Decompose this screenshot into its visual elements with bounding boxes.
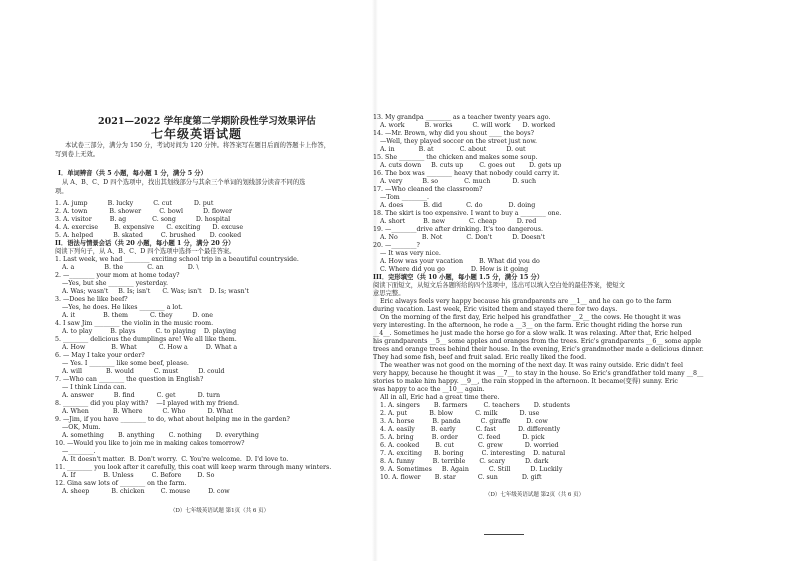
text-line: 18. The skirt is too expensive. I want to buy a ________ one. — [373, 210, 562, 217]
text-line: II．语法与情景会话（共 20 小题，每小题 1 分，满分 20 分） — [55, 240, 235, 247]
text-line: A. It doesn't matter. B. Don't worry. C. You're welcome. D. I'd love to. — [62, 456, 289, 463]
text-line: 7. —Who can ________ the question in English? — [55, 376, 204, 383]
text-line: I．单词辨音（共 5 小题，每小题 1 分，满分 5 分） — [58, 170, 207, 177]
text-line: 13. My grandpa ________ as a teacher twenty years ago. — [373, 114, 551, 121]
text-line: 5. ________ delicious the dumplings are! We all like them. — [55, 336, 237, 343]
text-line: 4. A. exercise B. expensive C. exciting D. excuse — [55, 224, 244, 231]
text-line: They had some fish, beef and fruit salad. Eric really liked the food. — [373, 354, 587, 361]
text-line: 阅读下面短文，从短文后各题所给的四个选项中，选出可以填入空白处的最佳答案，使短文 — [373, 282, 625, 289]
text-line: A. something B. anything C. nothing D. everything — [62, 432, 259, 439]
text-line: 19. —________drive after drinking. It's too dangerous. — [373, 226, 544, 233]
text-line: 20. —________? — [373, 242, 420, 249]
text-line: 意思完整。 — [373, 290, 405, 297]
text-line: 3. —Does he like beef? — [55, 296, 128, 303]
text-line: 8. ________ did you play with? —I played with my friend. — [55, 400, 240, 407]
page-1-footer: （D）七年级英语试题 第1页（共 6 页） — [170, 508, 270, 514]
text-line: 10. A. flower B. star C. sun D. gift — [380, 474, 542, 481]
text-line: A. will B. would C. must D. could — [62, 368, 225, 375]
text-line: A. to play B. plays C. to playing D. playing — [62, 328, 237, 335]
exam-title: 2021—2022 学年度第二学期阶段性学习效果评估 — [98, 116, 316, 127]
text-line: —________. — [62, 448, 96, 455]
text-line: 2. A. town B. shower C. bowl D. flower — [55, 208, 232, 215]
text-line: A. Was; wasn't B. Is; isn't C. Was; isn't D. Is; wasn't — [62, 288, 249, 295]
text-line: __4__. Sometimes he just made the horse go for a slow walk. It was relaxing. After that, Eric helped — [373, 330, 692, 337]
text-line: A. a B. the C. an D. \ — [62, 264, 199, 271]
text-line: A. How B. What C. How a D. What a — [62, 344, 238, 351]
text-line: during vacation. Last week, Eric visited them and stayed there for two days. — [373, 306, 618, 313]
text-line: 6. — May I take your order? — [55, 352, 145, 359]
text-line: very happy, because he thought it was __7__ to stay in the house. So Eric's grandfather told many __8__ — [373, 370, 704, 377]
text-line: 1. A. singers B. farmers C. teachers D. students — [380, 402, 570, 409]
text-line: 14. —Mr. Brown, why did you shout ____ the boys? — [373, 130, 535, 137]
text-line: 10. —Would you like to join me in making cakes tomorrow? — [55, 440, 245, 447]
page-2-footer: （D）七年级英语试题 第2页（共 6 页） — [485, 492, 585, 498]
page-1 — [0, 0, 390, 561]
text-line: A. work B. works C. will work D. worked — [380, 122, 556, 129]
text-line: 9. —Jim, if you have ________ to do, what about helping me in the garden? — [55, 416, 290, 423]
text-line: —Tom ________. — [380, 194, 429, 201]
text-line: his grandparents __5__ some apples and oranges from the trees. Eric's grandparents __6__ some apple — [373, 338, 701, 345]
text-line: 4. I saw Jim ________ the violin in the music room. — [55, 320, 214, 327]
text-line: 8. A. funny B. terrible C. scary D. dark — [380, 458, 549, 465]
text-line: 5. A. helped B. skated C. brushed D. cooked — [55, 232, 242, 239]
text-line: The weather was not good on the morning of the next day. It was rainy outside. Eric didn't feel — [380, 362, 683, 369]
text-line: A. does B. did C. do D. doing — [380, 202, 536, 209]
text-line: 写到卷上无效。 — [55, 151, 100, 158]
text-line: trees and orange trees behind their house. In the evening, Eric's grandmother made a delicious dinner. — [373, 346, 704, 353]
text-line: A. sheep B. chicken C. mouse D. cow — [62, 488, 230, 495]
text-line: was happy to ace the __10__ again. — [373, 386, 485, 393]
text-line: — Yes. I ________ like some beef, please. — [62, 360, 189, 367]
text-line: A. cuts down B. cuts up C. goes out D. gets up — [380, 162, 562, 169]
text-line: 1. Last week, we had ________ exciting school trip in a beautiful countryside. — [55, 256, 299, 263]
text-line: C. Where did you go D. How is it going — [380, 266, 529, 273]
text-line: —Well, they played soccer on the street just now. — [380, 138, 537, 145]
text-line: 12. Gina saw lots of ________ on the farm. — [55, 480, 187, 487]
text-line: stories to make him happy. __9__, the rain stopped in the afternoon. It became(变得) sunny. Eric — [373, 378, 678, 385]
text-line: 17. —Who cleaned the classroom? — [373, 186, 483, 193]
text-line: —Yes, but she ________ yesterday. — [62, 280, 168, 287]
text-line: 1. A. jump B. lucky C. cut D. put — [55, 200, 214, 207]
page-2 — [360, 0, 794, 561]
text-line: — I think Linda can. — [62, 384, 127, 391]
text-line: A. If B. Unless C. Before D. So — [62, 472, 215, 479]
text-line: A. How was your vacation B. What did you do — [380, 258, 540, 265]
text-line: 6. A. cooked B. cut C. grew D. worried — [380, 442, 559, 449]
text-line: Eric always feels very happy because his grandparents are __1__ and he can go to the farm — [380, 298, 672, 305]
text-line: 2. —________ your mom at home today? — [55, 272, 180, 279]
text-line: 阅读下列句子，从 A、B、C、D 四个选项中选择一个最佳答案。 — [55, 248, 236, 255]
text-line: A. No B. Not C. Don't D. Doesn't — [380, 234, 546, 241]
text-line: A. answer B. find C. get D. turn — [62, 392, 221, 399]
text-line: A. it B. them C. they D. one — [62, 312, 213, 319]
text-line: 3. A. visitor B. ag C. song D. hospital — [55, 216, 231, 223]
text-line: —Yes, he does. He likes ________ a lot. — [62, 304, 183, 311]
text-line: On the morning of the first day, Eric helped his grandfather __2__ the cows. He thought it was — [380, 314, 681, 321]
text-line: 项。 — [55, 188, 68, 195]
text-line: very interesting. In the afternoon, he rode a __3__ on the farm. Eric thought riding the horse run — [373, 322, 683, 329]
scan-mark — [484, 534, 524, 535]
text-line: 11. ________ you look after it carefully, this coat will keep warm through many winters. — [55, 464, 332, 471]
text-line: — It was very nice. — [380, 250, 441, 257]
text-line: A. short B. new C. cheap D. red — [380, 218, 537, 225]
text-line: All in all, Eric had a great time there. — [380, 394, 500, 401]
text-line: —OK, Mum. — [62, 424, 101, 431]
text-line: 16. The box was ________ heavy that nobody could carry it. — [373, 170, 560, 177]
text-line: 本试卷三部分，满分为 150 分，考试时间为 120 分钟。将答案写在题目后面的答题卡上作答， — [65, 142, 331, 149]
text-line: 9. A. Sometimes B. Again C. Still D. Luckily — [380, 466, 563, 473]
text-line: A. in B. at C. about D. out — [380, 146, 526, 153]
text-line: 4. A. easily B. early C. fast D. differently — [380, 426, 561, 433]
exam-subtitle: 七年级英语试题 — [151, 127, 243, 141]
text-line: III．完形填空（共 10 小题，每小题 1.5 分，满分 15 分） — [373, 274, 544, 281]
text-line: 15. She ________ the chicken and makes some soup. — [373, 154, 538, 161]
text-line: 7. A. exciting B. boring C. interesting D. natural — [380, 450, 566, 457]
text-line: 2. A. put B. blow C. milk D. use — [380, 410, 540, 417]
text-line: A. When B. Where C. Who D. What — [62, 408, 234, 415]
text-line: 5. A. bring B. order C. feed D. pick — [380, 434, 545, 441]
text-line: A. very B. so C. much D. such — [380, 178, 537, 185]
text-line: 3. A. horse B. panda C. giraffe D. cow — [380, 418, 548, 425]
text-line: 从 A、B、C、D 四个选项中，找出其划线部分与其余三个单词的划线部分读音不同的选 — [62, 179, 306, 186]
